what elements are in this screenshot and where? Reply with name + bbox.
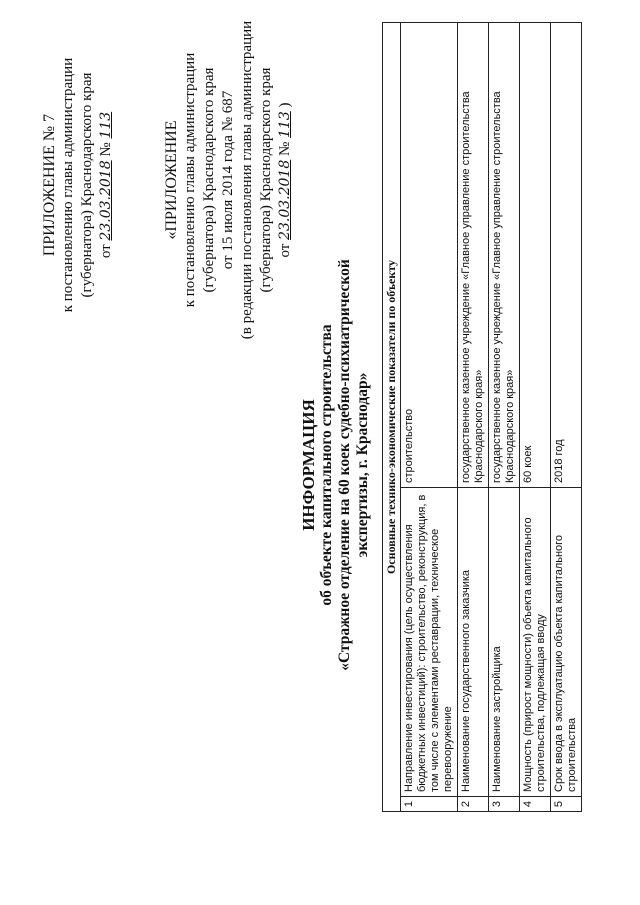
document-title: ИНФОРМАЦИЯ: [299, 399, 318, 531]
appendix-7-number: 113: [98, 111, 114, 139]
header-line3: экспертизы, г. Краснодар»: [354, 372, 371, 558]
table-section-title: Основные технико-экономические показатели по объекту: [383, 23, 401, 812]
appendix-7-block: [40, 25, 116, 345]
appendix-original-line3: от 15 июля 2014 года № 687: [220, 90, 236, 270]
appendix-7-title: ПРИЛОЖЕНИЕ № 7: [41, 113, 58, 257]
row-value: 2018 год: [551, 23, 582, 488]
header-line2: «Стражное отделение на 60 коек судебно-психиатрической: [336, 259, 353, 671]
row-number: 3: [489, 797, 520, 812]
appendix-7-line1: к постановлению главы администрации: [60, 57, 76, 313]
row-number: 2: [458, 797, 489, 812]
row-number: 5: [551, 797, 582, 812]
appendix-original-close: ): [277, 102, 293, 108]
row-indicator: Мощность (прирост мощности) объекта капитального строительства, подлежащая вводу: [520, 488, 551, 797]
appendix-7-number-prefix: №: [98, 142, 114, 157]
appendix-original-line4: (в редакции постановления главы администрации: [239, 20, 255, 340]
table-row: [551, 23, 582, 812]
appendix-original-number: 113: [277, 111, 293, 138]
appendix-original-line2: (губернатора) Краснодарского края: [201, 67, 217, 293]
appendix-original-title: «ПРИЛОЖЕНИЕ: [163, 120, 180, 240]
indicators-table: [382, 22, 582, 812]
row-number: 4: [520, 797, 551, 812]
table-row: [401, 23, 458, 812]
row-value: государственное казенное учреждение «Главное управление строительства Краснодарского края»: [458, 23, 489, 488]
appendix-original-date-line: [276, 15, 295, 345]
appendix-original-block: [162, 15, 295, 345]
row-indicator: Срок ввода в эксплуатацию объекта капитального строительства: [551, 488, 582, 797]
table-row: [489, 23, 520, 812]
header-line1: об объекте капитального строительства: [318, 324, 335, 606]
appendix-original-number-prefix: №: [277, 141, 293, 157]
table-section-row: [383, 23, 401, 812]
row-value: строительство: [401, 23, 458, 488]
appendix-7-date: 23.03.2018: [98, 160, 114, 241]
document-header: [300, 185, 372, 745]
appendix-original-line1: к постановлению главы администрации: [182, 52, 198, 308]
appendix-7-line2: (губернатора) Краснодарского края: [79, 72, 95, 298]
row-value: государственное казенное учреждение «Главное управление строительства Краснодарского края»: [489, 23, 520, 488]
appendix-original-date: 23.03.2018: [277, 159, 293, 240]
appendix-7-date-prefix: от: [98, 244, 114, 259]
row-number: 1: [401, 797, 458, 812]
row-indicator: Наименование застройщика: [489, 488, 520, 797]
table-row: [520, 23, 551, 812]
table-row: [458, 23, 489, 812]
appendix-original-line5: (губернатора) Краснодарского края: [258, 67, 274, 293]
row-indicator: Наименование государственного заказчика: [458, 488, 489, 797]
appendix-original-date-prefix: от: [277, 243, 293, 258]
appendix-7-date-line: [97, 25, 116, 345]
row-indicator: Направление инвестирования (цель осуществления бюджетных инвестиций): строительство, реконструкция, в том числе с элементами реставрации, техническое перевооружение: [401, 488, 458, 797]
row-value: 60 коек: [520, 23, 551, 488]
